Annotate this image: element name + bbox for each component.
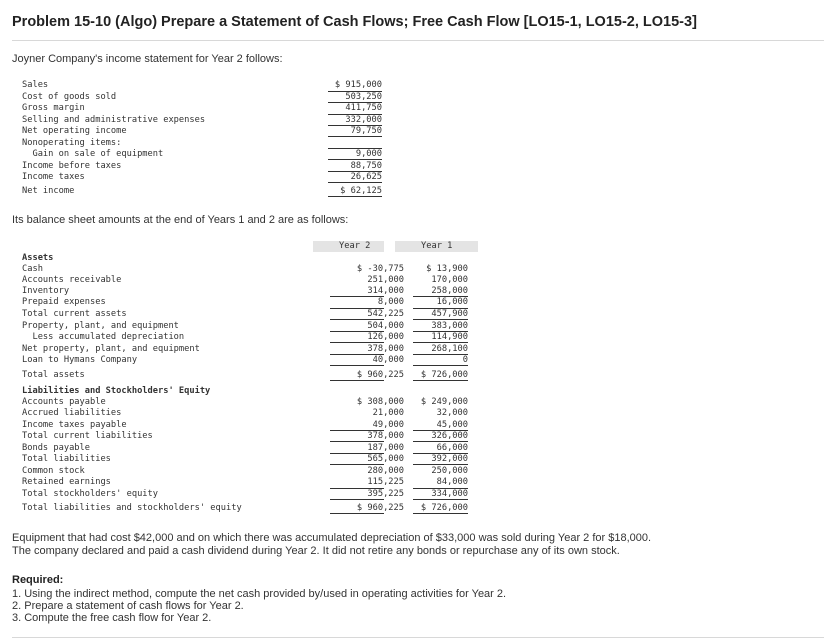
income-value: 332,000 [345, 114, 382, 125]
income-value: 79,750 [350, 126, 382, 136]
balance-year2: $ 960,225 [356, 370, 404, 380]
balance-year2: 565,000 [367, 454, 404, 464]
balance-year2: 378,000 [367, 431, 404, 441]
underline [330, 464, 384, 465]
balance-label: Property, plant, and equipment [22, 321, 179, 331]
underline [330, 441, 384, 442]
balance-row [22, 477, 472, 488]
balance-row [22, 321, 472, 332]
balance-year2: 115,225 [367, 477, 404, 487]
underline [330, 342, 384, 343]
balance-year2: 40,000 [372, 355, 404, 365]
balance-row [22, 454, 472, 465]
balance-label: Net property, plant, and equipment [22, 344, 200, 354]
income-label: Income taxes [22, 172, 85, 182]
balance-year1: 326,000 [431, 431, 468, 441]
balance-year1: 114,900 [431, 332, 468, 342]
balance-label: Bonds payable [22, 443, 90, 453]
title-divider [12, 40, 824, 41]
balance-year1: 457,900 [431, 309, 468, 319]
balance-year1: 392,000 [431, 454, 468, 464]
income-label: Cost of goods sold [22, 91, 117, 102]
balance-row [22, 420, 472, 431]
balance-label: Common stock [22, 466, 85, 476]
underline [328, 171, 382, 172]
balance-row [22, 286, 472, 297]
balance-year1: 0 [462, 355, 468, 365]
balance-label: Accrued liabilities [22, 408, 122, 418]
balance-label: Total assets [22, 370, 85, 380]
income-label: Gross margin [22, 103, 85, 113]
balance-row [22, 397, 472, 408]
balance-label: Total current liabilities [22, 431, 153, 441]
balance-year2: $ 308,000 [356, 397, 404, 407]
balance-year2: 314,000 [367, 286, 404, 296]
balance-label: Less accumulated depreciation [22, 332, 185, 342]
balance-label: Cash [22, 264, 43, 274]
income-value: 9,000 [355, 149, 382, 159]
balance-row [22, 309, 472, 320]
balance-year1: 45,000 [436, 420, 468, 430]
underline [413, 488, 468, 489]
balance-row [22, 443, 472, 454]
income-row [22, 103, 382, 114]
income-value: $ 915,000 [334, 80, 382, 90]
balance-year1: 170,000 [431, 275, 468, 285]
balance-year2: 21,000 [372, 408, 404, 418]
income-value: 26,625 [350, 172, 382, 182]
balance-label: Total current assets [22, 309, 127, 319]
balance-row [22, 355, 472, 366]
page-title: Problem 15-10 (Algo) Prepare a Statement of Cash Flows; Free Cash Flow [LO15-1, LO15-2, LO15-3] [12, 14, 697, 30]
income-label: Income before taxes [22, 160, 122, 171]
income-label: Sales [22, 80, 49, 90]
balance-year1: $ 726,000 [420, 503, 468, 513]
underline [330, 365, 384, 366]
underline [413, 430, 468, 431]
balance-year2: 187,000 [367, 443, 404, 453]
balance-label: Income taxes payable [22, 420, 127, 430]
year1-header [395, 241, 478, 252]
underline [328, 125, 382, 126]
balance-year1: 258,000 [431, 286, 468, 296]
income-value: $ 62,125 [340, 186, 382, 196]
balance-year2: 251,000 [367, 275, 404, 285]
underline [330, 488, 384, 489]
underline [328, 136, 382, 137]
income-row [22, 80, 382, 91]
balance-year2: 280,000 [367, 466, 404, 476]
balance-year1: 16,000 [436, 297, 468, 307]
underline [413, 365, 468, 366]
balance-label: Prepaid expenses [22, 297, 106, 307]
balance-label: Accounts payable [22, 397, 106, 407]
underline [330, 499, 384, 500]
underline [328, 196, 382, 197]
balance-row [22, 344, 472, 355]
underline [328, 182, 382, 183]
required-item-2: 2. Prepare a statement of cash flows for Year 2. [12, 600, 244, 612]
underline [413, 319, 468, 320]
underline [413, 464, 468, 465]
balance-label: Total liabilities [22, 454, 111, 464]
underline [328, 91, 382, 92]
underline [330, 308, 384, 309]
underline [413, 513, 468, 514]
underline [413, 499, 468, 500]
underline [328, 159, 382, 160]
underline [328, 102, 382, 103]
balance-year2: $ 960,225 [356, 503, 404, 513]
underline [413, 296, 468, 297]
underline [330, 380, 384, 381]
income-label: Nonoperating items: [22, 137, 122, 148]
underline [413, 331, 468, 332]
underline [328, 114, 382, 115]
balance-label: Accounts receivable [22, 275, 122, 285]
balance-row [22, 489, 472, 500]
balance-row [22, 431, 472, 442]
income-label: Net operating income [22, 126, 127, 136]
income-value: 88,750 [350, 160, 382, 171]
underline [330, 296, 384, 297]
year2-header-label: Year 2 [339, 241, 371, 251]
balance-year1: $ 249,000 [420, 397, 468, 407]
balance-label: Total stockholders' equity [22, 489, 158, 499]
balance-row [22, 466, 472, 477]
year2-header [313, 241, 384, 252]
underline [330, 430, 384, 431]
balance-year1: 383,000 [431, 321, 468, 331]
underline [413, 354, 468, 355]
balance-year1: $ 726,000 [420, 370, 468, 380]
required-heading: Required: [12, 574, 64, 586]
balance-year2: $ -30,775 [356, 264, 404, 274]
balance-year1: $ 13,900 [426, 264, 468, 274]
required-item-1: 1. Using the indirect method, compute the net cash provided by/used in operating activities for Year 2. [12, 588, 507, 600]
balance-label: Loan to Hymans Company [22, 355, 138, 365]
underline [413, 441, 468, 442]
balance-year1: 268,100 [431, 344, 468, 354]
year1-header-label: Year 1 [421, 241, 453, 251]
income-label: Gain on sale of equipment [22, 149, 164, 159]
balance-row [22, 370, 472, 381]
underline [413, 380, 468, 381]
required-item-3: 3. Compute the free cash flow for Year 2. [12, 612, 212, 624]
income-intro: Joyner Company's income statement for Year 2 follows: [12, 53, 283, 65]
underline [413, 308, 468, 309]
income-value: 411,750 [345, 103, 382, 113]
income-row [22, 92, 382, 103]
balance-year2: 395,225 [367, 489, 404, 499]
note-equipment: Equipment that had cost $42,000 and on which there was accumulated depreciation of $33,000 was sold during Year 2 for $18,000. [12, 532, 652, 544]
balance-row [22, 408, 472, 419]
balance-row [22, 297, 472, 308]
balance-row [22, 332, 472, 343]
income-row [22, 161, 382, 172]
income-label: Selling and administrative expenses [22, 114, 206, 125]
balance-label: Inventory [22, 286, 70, 296]
balance-year2: 49,000 [372, 420, 404, 430]
income-label: Net income [22, 186, 75, 196]
balance-year2: 378,000 [367, 344, 404, 354]
income-row [22, 138, 382, 149]
balance-row [22, 253, 472, 264]
bottom-divider [12, 637, 824, 638]
balance-year1: 66,000 [436, 443, 468, 453]
underline [330, 319, 384, 320]
underline [413, 342, 468, 343]
balance-year1: 32,000 [436, 408, 468, 418]
balance-label: Retained earnings [22, 477, 111, 487]
income-row [22, 115, 382, 126]
balance-year2: 542,225 [367, 309, 404, 319]
balance-intro: Its balance sheet amounts at the end of Years 1 and 2 are as follows: [12, 214, 349, 226]
balance-row [22, 275, 472, 286]
balance-year2: 8,000 [377, 297, 404, 307]
underline [330, 331, 384, 332]
income-value: 503,250 [345, 91, 382, 102]
balance-year1: 334,000 [431, 489, 468, 499]
underline [413, 453, 468, 454]
balance-year1: 250,000 [431, 466, 468, 476]
underline [330, 513, 384, 514]
balance-row [22, 503, 472, 514]
note-dividend: The company declared and paid a cash dividend during Year 2. It did not retire any bonds or repurchase any of its own stock. [12, 545, 620, 557]
balance-year2: 504,000 [367, 321, 404, 331]
balance-row [22, 264, 472, 275]
balance-label: Assets [22, 253, 54, 263]
balance-year1: 84,000 [436, 477, 468, 487]
balance-row [22, 386, 472, 397]
underline [330, 453, 384, 454]
balance-year2: 126,000 [367, 332, 404, 342]
underline [330, 354, 384, 355]
balance-label: Total liabilities and stockholders' equity [22, 503, 242, 513]
balance-label: Liabilities and Stockholders' Equity [22, 386, 211, 396]
underline [328, 148, 382, 149]
